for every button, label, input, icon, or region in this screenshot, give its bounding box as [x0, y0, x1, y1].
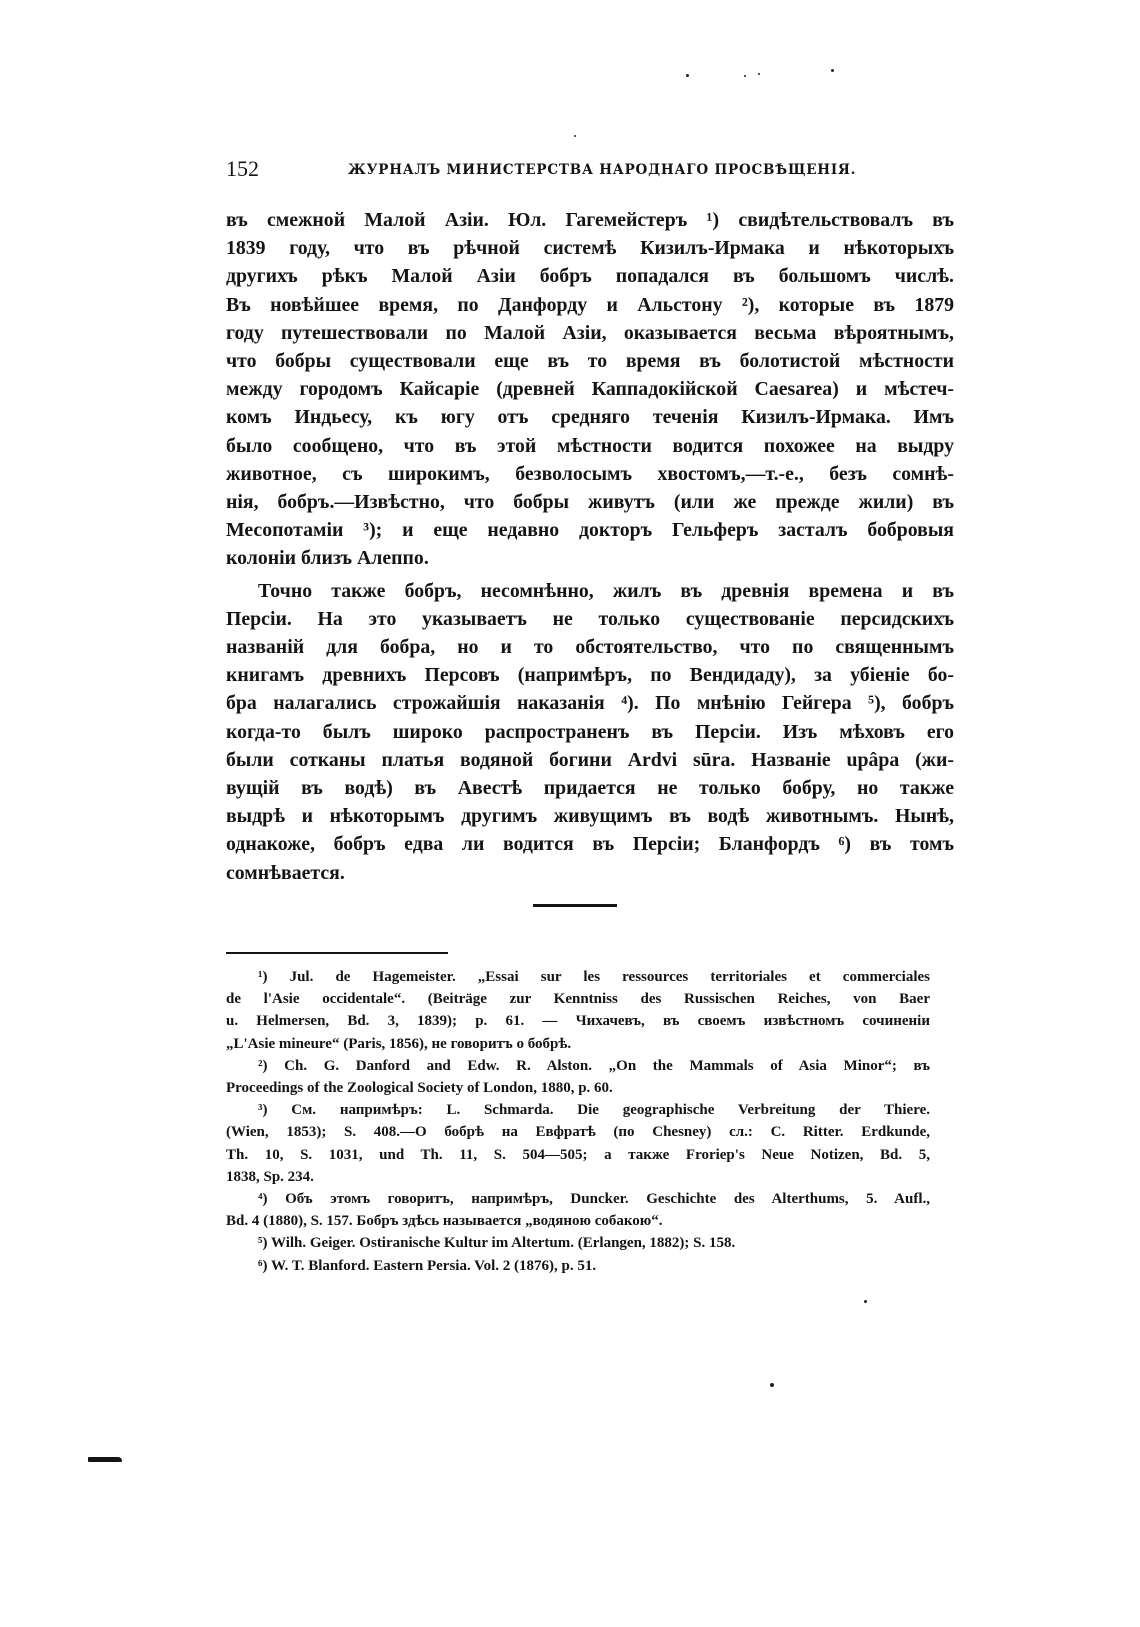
text-line: комъ Индьесу, къ югу отъ средняго теченія Кизилъ-Ирмака. Имъ: [226, 406, 954, 429]
text-line: когда-то былъ широко распространенъ въ Персіи. Изъ мѣховъ его: [226, 720, 954, 743]
scan-speck: [574, 135, 576, 137]
main-text: [226, 206, 954, 887]
text-line: бра налагались строжайшія наказанія ⁴). По мнѣнію Гейгера ⁵), бобръ: [226, 692, 954, 715]
page-header: [226, 156, 946, 186]
footnote-line: ¹) Jul. de Hagemeister. „Essai sur les ressources territoriales et commerciales: [258, 969, 930, 985]
text-line: что бобры существовали еще въ то время въ болотистой мѣстности: [226, 350, 954, 373]
text-line: Точно также бобръ, несомнѣнно, жилъ въ древнія времена и въ: [258, 579, 954, 602]
scan-speck: [864, 1300, 867, 1303]
scan-speck: [758, 73, 760, 75]
text-line: въ смежной Малой Азіи. Юл. Гагемейстеръ ¹) свидѣтельствовалъ въ: [226, 209, 954, 231]
paragraph-1: [226, 206, 954, 573]
footnote-5: [226, 1232, 930, 1254]
scan-speck: [770, 1383, 774, 1387]
footnote-line: (Wien, 1853); S. 408.—О бобрѣ на Евфратѣ (по Chesney) сл.: C. Ritter. Erdkunde,: [226, 1124, 930, 1141]
footnote-line: u. Helmersen, Bd. 3, 1839); p. 61. — Чихачевъ, въ своемъ извѣстномъ сочиненіи: [226, 1013, 930, 1030]
text-line: сомнѣвается.: [226, 861, 345, 884]
footnotes: [226, 966, 930, 1277]
footnote-line: ⁵) Wilh. Geiger. Ostiranische Kultur im Altertum. (Erlangen, 1882); S. 158.: [258, 1235, 736, 1252]
footnote-line: Proceedings of the Zoological Society of London, 1880, p. 60.: [226, 1080, 613, 1097]
text-line: однакоже, бобръ едва ли водится въ Персіи; Бланфордъ ⁶) въ томъ: [226, 833, 954, 856]
scan-speck: [686, 74, 689, 77]
scan-speck: [831, 69, 834, 72]
footnote-line: ⁶) W. T. Blanford. Eastern Persia. Vol. 2 (1876), p. 51.: [258, 1257, 597, 1274]
footnote-6: [226, 1255, 930, 1277]
footnote-3: [226, 1099, 930, 1188]
text-line: Персіи. На это указываетъ не только существованіе персидскихъ: [226, 607, 954, 630]
margin-mark: [88, 1457, 122, 1462]
footnote-line: ³) См. напримѣръ: L. Schmarda. Die geographische Verbreitung der Thiere.: [258, 1102, 930, 1119]
footnote-line: Th. 10, S. 1031, und Th. 11, S. 504—505; а также Froriep's Neue Notizen, Bd. 5,: [226, 1146, 930, 1163]
text-line: Въ новѣйшее время, по Данфорду и Альстону ²), которые въ 1879: [226, 293, 954, 316]
text-line: между городомъ Кайсаріе (древней Каппадокійской Caesarea) и мѣстеч-: [226, 378, 954, 401]
text-line: 1839 году, что въ рѣчной системѣ Кизилъ-Ирмака и нѣкоторыхъ: [226, 237, 954, 260]
text-line: названій для бобра, но и то обстоятельство, что по священнымъ: [226, 636, 954, 659]
scan-speck: [744, 75, 746, 77]
text-line: нія, бобръ.—Извѣстно, что бобры живутъ (или же прежде жили) въ: [226, 491, 954, 514]
footnote-line: de l'Asie occidentale“. (Beiträge zur Kenntniss des Russischen Reiches, von Baer: [226, 991, 930, 1008]
footnote-1: [226, 966, 930, 1055]
text-line: вущій въ водѣ) въ Авестѣ придается не только бобру, но также: [226, 777, 954, 800]
footnote-line: „L'Asie mineure“ (Paris, 1856), не говоритъ о бобрѣ.: [226, 1035, 572, 1052]
footnote-4: [226, 1188, 930, 1232]
text-line: книгамъ древнихъ Персовъ (напримѣръ, по Вендидаду), за убіеніе бо-: [226, 664, 954, 687]
page-number: 152: [226, 156, 259, 181]
footnote-line: 1838, Sp. 234.: [226, 1168, 314, 1185]
text-line: году путешествовали по Малой Азіи, оказывается весьма вѣроятнымъ,: [226, 321, 954, 344]
text-line: были сотканы платья водяной богини Ardvi sūra. Названіе upâpa (жи-: [226, 748, 954, 771]
footnote-2: [226, 1055, 930, 1099]
footnote-line: Bd. 4 (1880), S. 157. Бобръ здѣсь называется „водяною собакою“.: [226, 1213, 663, 1230]
text-line: было сообщено, что въ этой мѣстности водится похожее на выдру: [226, 434, 954, 457]
text-line: Месопотаміи ³); и еще недавно докторъ Гельферъ засталъ бобровыя: [226, 519, 954, 542]
text-line: выдрѣ и нѣкоторымъ другимъ живущимъ въ водѣ животнымъ. Нынѣ,: [226, 805, 954, 828]
running-title: ЖУРНАЛЪ МИНИСТЕРСТВА НАРОДНАГО ПРОСВѢЩЕНІЯ.: [348, 162, 857, 178]
section-divider: [533, 904, 617, 907]
text-line: животное, съ широкимъ, безволосымъ хвостомъ,—т.-е., безъ сомнѣ-: [226, 462, 954, 485]
text-line: колоніи близъ Алеппо.: [226, 547, 429, 570]
footnote-line: ⁴) Объ этомъ говоритъ, напримѣръ, Duncker. Geschichte des Alterthums, 5. Aufl.,: [258, 1191, 930, 1208]
footnote-line: ²) Ch. G. Danford and Edw. R. Alston. „On the Mammals of Asia Minor“; въ: [258, 1057, 930, 1074]
paragraph-2: [226, 577, 954, 887]
footnote-rule: [226, 952, 448, 954]
text-line: другихъ рѣкъ Малой Азіи бобръ попадался въ большомъ числѣ.: [226, 265, 954, 288]
